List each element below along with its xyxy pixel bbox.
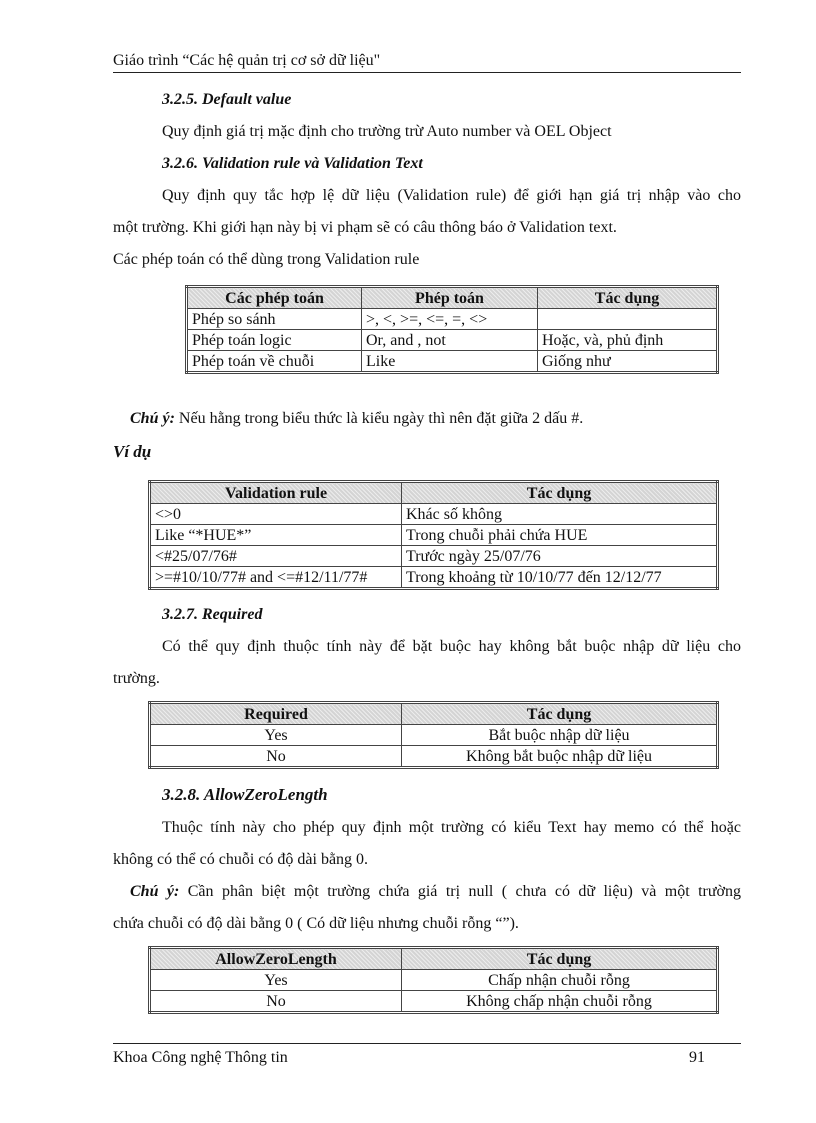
table-header-cell: Phép toán <box>362 287 538 309</box>
table-row <box>150 970 718 991</box>
table-cell: Phép toán về chuỗi <box>187 351 362 373</box>
operators-table <box>185 285 719 374</box>
table-row <box>187 330 718 351</box>
table-header-cell: Tác dụng <box>402 948 718 970</box>
table-cell: Chấp nhận chuỗi rỗng <box>402 970 718 991</box>
table-cell: Giống như <box>538 351 718 373</box>
table-cell: No <box>150 991 402 1013</box>
table-cell: Bắt buộc nhập dữ liệu <box>402 725 718 746</box>
table-header-cell: Required <box>150 703 402 725</box>
table-cell: Khác số không <box>402 504 718 525</box>
table-row <box>150 746 718 768</box>
table-cell: Không chấp nhận chuỗi rỗng <box>402 991 718 1013</box>
table-cell: No <box>150 746 402 768</box>
table-cell: <>0 <box>150 504 402 525</box>
table-header-cell: Validation rule <box>150 482 402 504</box>
allowzerolength-paragraph-line2: không có thể có chuỗi có độ dài bằng 0. <box>113 851 369 868</box>
table-header-row <box>150 703 718 725</box>
required-paragraph-line2: trường. <box>113 670 160 687</box>
table-header-cell: Tác dụng <box>402 482 718 504</box>
validation-examples-table <box>148 480 719 590</box>
note-label: Chú ý: <box>130 883 180 900</box>
table-row <box>187 351 718 373</box>
table-cell: Hoặc, và, phủ định <box>538 330 718 351</box>
table-header-cell: Các phép toán <box>187 287 362 309</box>
table-header-cell: AllowZeroLength <box>150 948 402 970</box>
table-cell: Like <box>362 351 538 373</box>
allowzerolength-table <box>148 946 719 1014</box>
default-value-description: Quy định giá trị mặc định cho trường trừ Auto number và OEL Object <box>162 123 612 140</box>
table-row <box>150 991 718 1013</box>
note-text: Cần phân biệt một trường chứa giá trị null ( chưa có dữ liệu) và một trường <box>179 883 741 900</box>
table-header-cell: Tác dụng <box>402 703 718 725</box>
table-cell: Trong khoảng từ 10/10/77 đến 12/12/77 <box>402 567 718 589</box>
page-header-title: Giáo trình “Các hệ quản trị cơ sở dữ liệu" <box>113 52 381 69</box>
allowzerolength-paragraph-line1: Thuộc tính này cho phép quy định một trường có kiểu Text hay memo có thể hoặc <box>162 819 741 836</box>
table-cell: Yes <box>150 970 402 991</box>
note-label: Chú ý: <box>130 410 175 427</box>
page-number: 91 <box>689 1049 705 1066</box>
footer-department: Khoa Công nghệ Thông tin <box>113 1049 288 1066</box>
note-null-vs-empty-line1 <box>130 883 741 901</box>
table-cell: Or, and , not <box>362 330 538 351</box>
table-cell: Trước ngày 25/07/76 <box>402 546 718 567</box>
table-cell: Không bắt buộc nhập dữ liệu <box>402 746 718 768</box>
header-divider <box>113 72 741 73</box>
table-header-row <box>150 482 718 504</box>
table-row <box>187 309 718 330</box>
table-header-row <box>150 948 718 970</box>
table-cell: >, <, >=, <=, =, <> <box>362 309 538 330</box>
table-row <box>150 546 718 567</box>
validation-paragraph-line1: Quy định quy tắc hợp lệ dữ liệu (Validation rule) để giới hạn giá trị nhập vào cho <box>162 187 741 204</box>
table-cell <box>538 309 718 330</box>
note-text: Nếu hằng trong biểu thức là kiểu ngày thì nên đặt giữa 2 dấu #. <box>174 410 584 427</box>
table-cell: Yes <box>150 725 402 746</box>
note-date-constants <box>130 410 583 428</box>
required-table <box>148 701 719 769</box>
table-cell: >=#10/10/77# and <=#12/11/77# <box>150 567 402 589</box>
table-cell: Trong chuỗi phải chứa HUE <box>402 525 718 546</box>
validation-paragraph-line2: một trường. Khi giới hạn này bị vi phạm sẽ có câu thông báo ở Validation text. <box>113 219 617 236</box>
section-heading-default-value: 3.2.5. Default value <box>162 91 292 108</box>
footer-divider <box>113 1043 741 1044</box>
table-cell: Like “*HUE*” <box>150 525 402 546</box>
table-row <box>150 725 718 746</box>
operators-intro: Các phép toán có thể dùng trong Validation rule <box>113 251 420 268</box>
required-paragraph-line1: Có thể quy định thuộc tính này để bặt buộc hay không bắt buộc nhập dữ liệu cho <box>162 638 741 655</box>
table-row <box>150 525 718 546</box>
section-heading-validation-rule: 3.2.6. Validation rule và Validation Text <box>162 155 423 172</box>
example-heading: Ví dụ <box>113 442 152 461</box>
section-heading-allowzerolength: 3.2.8. AllowZeroLength <box>162 785 328 804</box>
table-row <box>150 567 718 589</box>
table-header-cell: Tác dụng <box>538 287 718 309</box>
note-null-vs-empty-line2: chứa chuỗi có độ dài bằng 0 ( Có dữ liệu nhưng chuỗi rỗng “”). <box>113 915 519 932</box>
table-header-row <box>187 287 718 309</box>
table-cell: <#25/07/76# <box>150 546 402 567</box>
table-cell: Phép so sánh <box>187 309 362 330</box>
section-heading-required: 3.2.7. Required <box>162 606 263 623</box>
table-row <box>150 504 718 525</box>
table-cell: Phép toán logic <box>187 330 362 351</box>
